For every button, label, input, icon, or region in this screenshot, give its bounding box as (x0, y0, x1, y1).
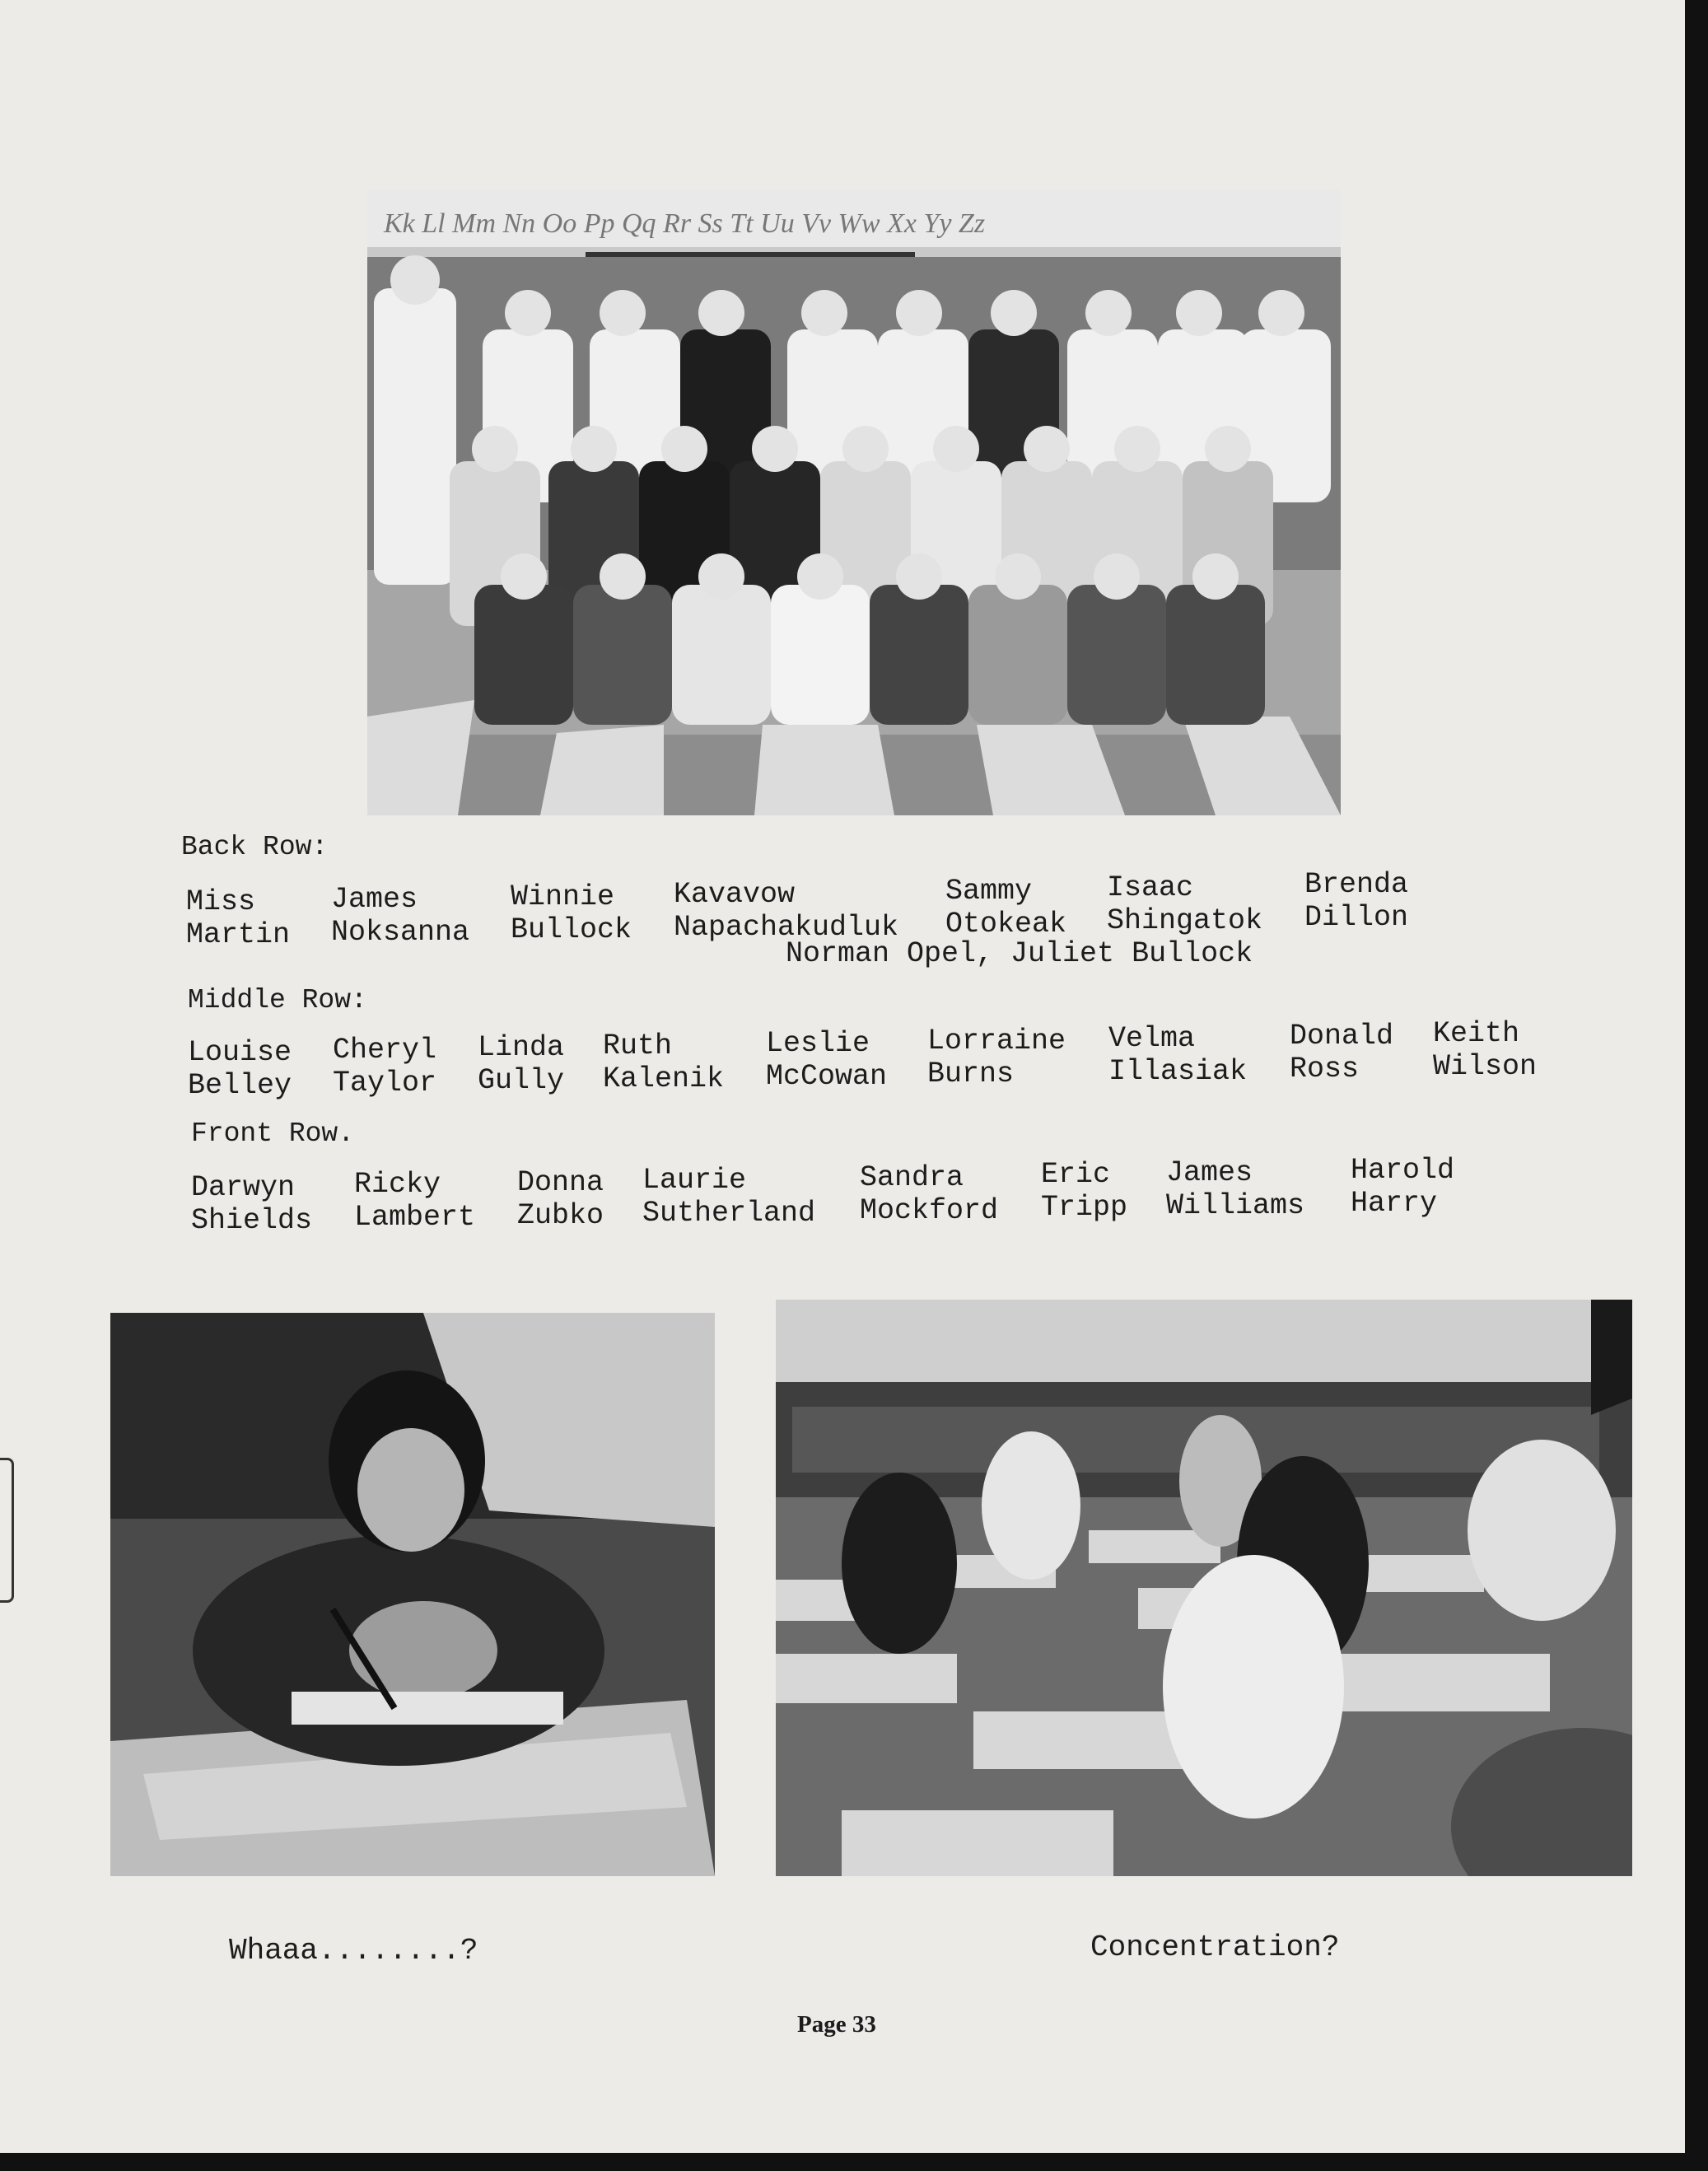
back-row-name: Miss Martin (186, 885, 291, 951)
front-row-name: Ricky Lambert (354, 1168, 476, 1234)
classroom-concentration-photo (776, 1300, 1632, 1876)
middle-row-name: Lorraine Burns (927, 1025, 1066, 1090)
front-row-name: Eric Tripp (1041, 1158, 1128, 1224)
middle-row-name: Donald Ross (1290, 1020, 1394, 1086)
middle-row-name: Ruth Kalenik (603, 1029, 725, 1095)
front-row-name: Laurie Sutherland (642, 1164, 816, 1230)
middle-row-label: Middle Row: (188, 985, 367, 1015)
middle-row-name: Linda Gully (478, 1031, 565, 1097)
front-row-name: James Williams (1166, 1156, 1305, 1222)
page-bottom-edge (0, 2153, 1708, 2171)
front-row-label: Front Row. (191, 1118, 355, 1149)
right-photo-caption: Concentration? (1090, 1931, 1340, 1964)
boy-writing-photo (110, 1313, 715, 1876)
back-row-name: Winnie Bullock (511, 880, 632, 946)
class-photo (367, 189, 1341, 815)
page-number: Page 33 (797, 2011, 876, 2038)
back-row-name: Kavavow Napachakudluk (674, 878, 899, 944)
front-row-name: Sandra Mockford (860, 1161, 999, 1227)
alphabet-strip: Kk Ll Mm Nn Oo Pp Qq Rr Ss Tt Uu Vv Ww Xx Yy Zz (384, 208, 986, 239)
back-row-name: Brenda Dillon (1304, 868, 1409, 934)
back-row-name: Isaac Shingatok (1107, 871, 1263, 937)
middle-row-name: Louise Belley (188, 1036, 292, 1102)
back-row-label: Back Row: (181, 832, 329, 862)
middle-row-name: Velma Illasiak (1108, 1022, 1248, 1088)
middle-row-name: Leslie McCowan (766, 1027, 888, 1093)
middle-row-name: Keith Wilson (1433, 1017, 1538, 1083)
back-row-name: James Noksanna (331, 883, 470, 949)
binder-clip (0, 1458, 14, 1603)
back-row-extra-names: Norman Opel, Juliet Bullock (786, 937, 1253, 970)
front-row-name: Donna Zubko (517, 1166, 604, 1232)
back-row-name: Sammy Otokeak (945, 875, 1067, 941)
front-row-name: Harold Harry (1351, 1154, 1455, 1220)
middle-row-name: Cheryl Taylor (333, 1034, 437, 1100)
front-row-name: Darwyn Shields (191, 1171, 313, 1237)
page-edge (1685, 0, 1708, 2171)
left-photo-caption: Whaaa........? (229, 1934, 478, 1968)
